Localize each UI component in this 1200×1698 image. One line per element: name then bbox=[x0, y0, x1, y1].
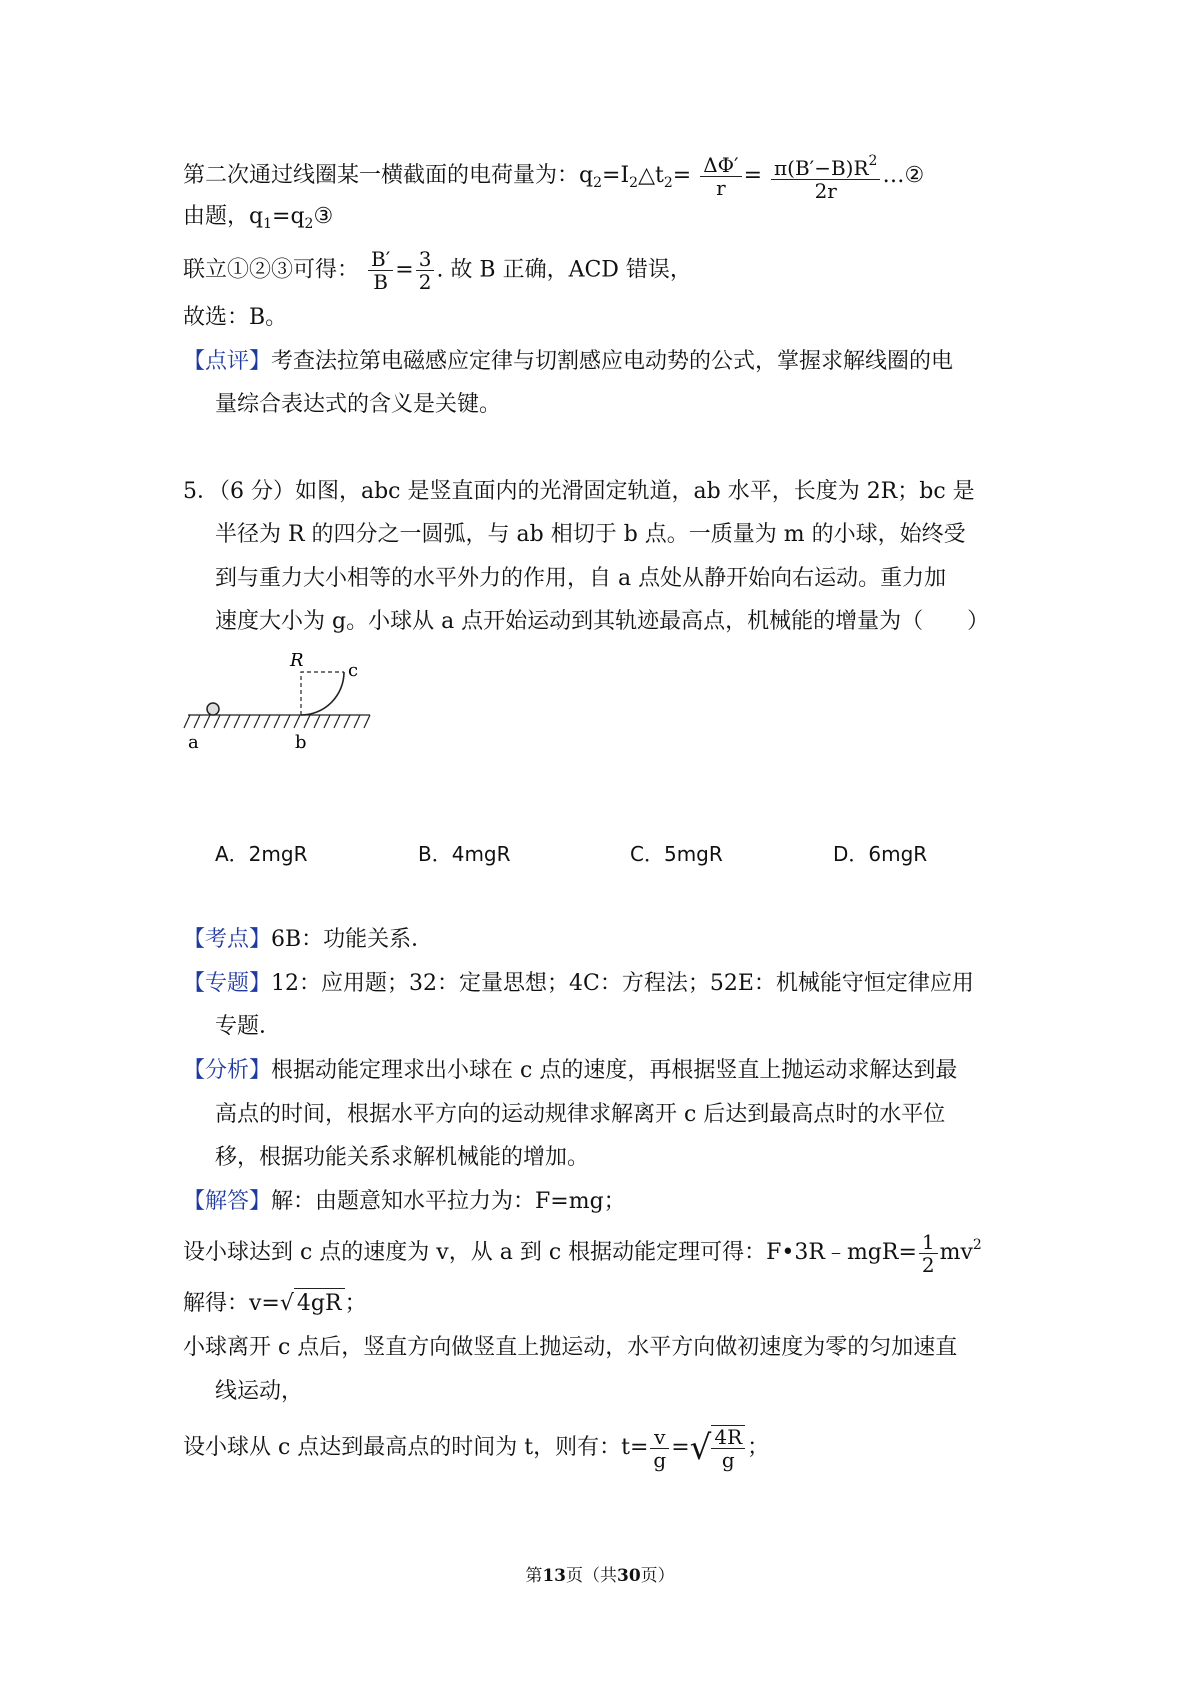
fraction-v-over-g: $\frac{v}{g}$ bbox=[650, 1426, 669, 1471]
fraction-half: $\frac{1}{2}$ bbox=[919, 1231, 938, 1276]
option-b: B．4mgR bbox=[418, 842, 511, 866]
page-number: 13 bbox=[542, 1566, 566, 1586]
total-pages: 30 bbox=[617, 1566, 641, 1586]
motion-line2: 线运动， bbox=[215, 1379, 304, 1404]
fraction-flux: $\frac{\Delta\Phi'}{r}$ bbox=[700, 154, 741, 199]
motion-line1: 小球离开 c 点后，竖直方向做竖直上抛运动，水平方向做初速度为零的匀加速直 bbox=[183, 1335, 958, 1360]
fraction-field-area: $\frac{\pi(B'-B)R^2}{2r}$ bbox=[771, 150, 880, 202]
energy-theorem-line: 设小球达到 c 点的速度为 v，从 a 到 c 根据动能定理可得：F•3R﹣mgR= $\frac{1}{2}$ $mv^2$ bbox=[183, 1229, 982, 1277]
option-d: D．6mgR bbox=[833, 842, 928, 866]
prev-review-line2: 量综合表达式的含义是关键。 bbox=[215, 392, 502, 417]
jieda-tag: 【解答】 bbox=[183, 1189, 272, 1214]
prev-answer-line: 故选：B。 bbox=[183, 305, 288, 330]
kaodian-tag: 【考点】 bbox=[183, 927, 272, 952]
jieda-line1: 【解答】解：由题意知水平拉力为：F=mg； bbox=[183, 1189, 626, 1214]
label-R: R bbox=[290, 650, 304, 671]
velocity-line: 解得：v=√ 4gR ； bbox=[183, 1288, 367, 1319]
fraction-b-ratio: $\frac{B'}{B}$ bbox=[368, 248, 393, 293]
prev-equal-charge-line: 由题，$q_1=q_2③$ bbox=[183, 204, 334, 232]
option-c: C．5mgR bbox=[630, 842, 723, 866]
prev-result-line: 联立①②③可得： $\frac{B'}{B}$ = $\frac{3}{2}$ . 故 B 正确，ACD 错误， bbox=[183, 247, 692, 294]
ball-icon bbox=[207, 703, 219, 715]
zhuanti-tag: 【专题】 bbox=[183, 971, 272, 996]
prev-review-line1: 【点评】考查法拉第电磁感应定律与切割感应电动势的公式，掌握求解线圈的电 bbox=[183, 349, 954, 374]
sqrt-icon: √ bbox=[279, 1291, 294, 1316]
track-figure bbox=[180, 650, 380, 760]
arc-track bbox=[301, 672, 344, 715]
prev-charge-line: 第二次通过线圈某一横截面的电荷量为：$q_2=I_2\triangle t_2=$ $\frac{\Delta\Phi'}{r}$ = $\frac{\pi(B'-B)R^2}{2r}$ …② bbox=[183, 150, 924, 202]
fenxi-tag: 【分析】 bbox=[183, 1058, 272, 1083]
question-line1: 5．（6 分）如图，abc 是竖直面内的光滑固定轨道，ab 水平，长度为 2R；bc 是 bbox=[183, 479, 975, 504]
fraction-4r-over-g: $\frac{4R}{g}$ bbox=[711, 1425, 745, 1471]
fenxi-line1: 【分析】根据动能定理求出小球在 c 点的速度，再根据竖直上抛运动求解达到最 bbox=[183, 1058, 958, 1083]
question-line2: 半径为 R 的四分之一圆弧，与 ab 相切于 b 点。一质量为 m 的小球，始终受 bbox=[215, 522, 966, 547]
question-line3: 到与重力大小相等的水平外力的作用，自 a 点处从静开始向右运动。重力加 bbox=[215, 566, 947, 591]
review-tag: 【点评】 bbox=[183, 349, 272, 374]
fraction-three-halves: $\frac{3}{2}$ bbox=[416, 248, 435, 293]
time-line: 设小球从 c 点达到最高点的时间为 t，则有：t= $\frac{v}{g}$ =√ $\frac{4R}{g}$ ； bbox=[183, 1424, 770, 1472]
ground-hatching bbox=[184, 715, 370, 728]
option-a: A．2mgR bbox=[215, 842, 308, 866]
page-footer: 第13页（共30页） bbox=[525, 1566, 675, 1586]
label-b: b bbox=[295, 732, 307, 753]
fenxi-line2: 高点的时间，根据水平方向的运动规律求解离开 c 后达到最高点时的水平位 bbox=[215, 1102, 946, 1127]
zhuanti-line2: 专题． bbox=[215, 1014, 282, 1039]
sqrt-icon: √ bbox=[689, 1428, 712, 1468]
label-c: c bbox=[348, 660, 359, 681]
fenxi-line3: 移，根据功能关系求解机械能的增加。 bbox=[215, 1145, 590, 1170]
zhuanti-line1: 【专题】12：应用题；32：定量思想；4C：方程法；52E：机械能守恒定律应用 bbox=[183, 971, 974, 996]
kaodian-line: 【考点】6B：功能关系． bbox=[183, 927, 434, 952]
question-line4: 速度大小为 g。小球从 a 点开始运动到其轨迹最高点，机械能的增量为（ ） bbox=[215, 609, 990, 634]
label-a: a bbox=[188, 732, 199, 753]
